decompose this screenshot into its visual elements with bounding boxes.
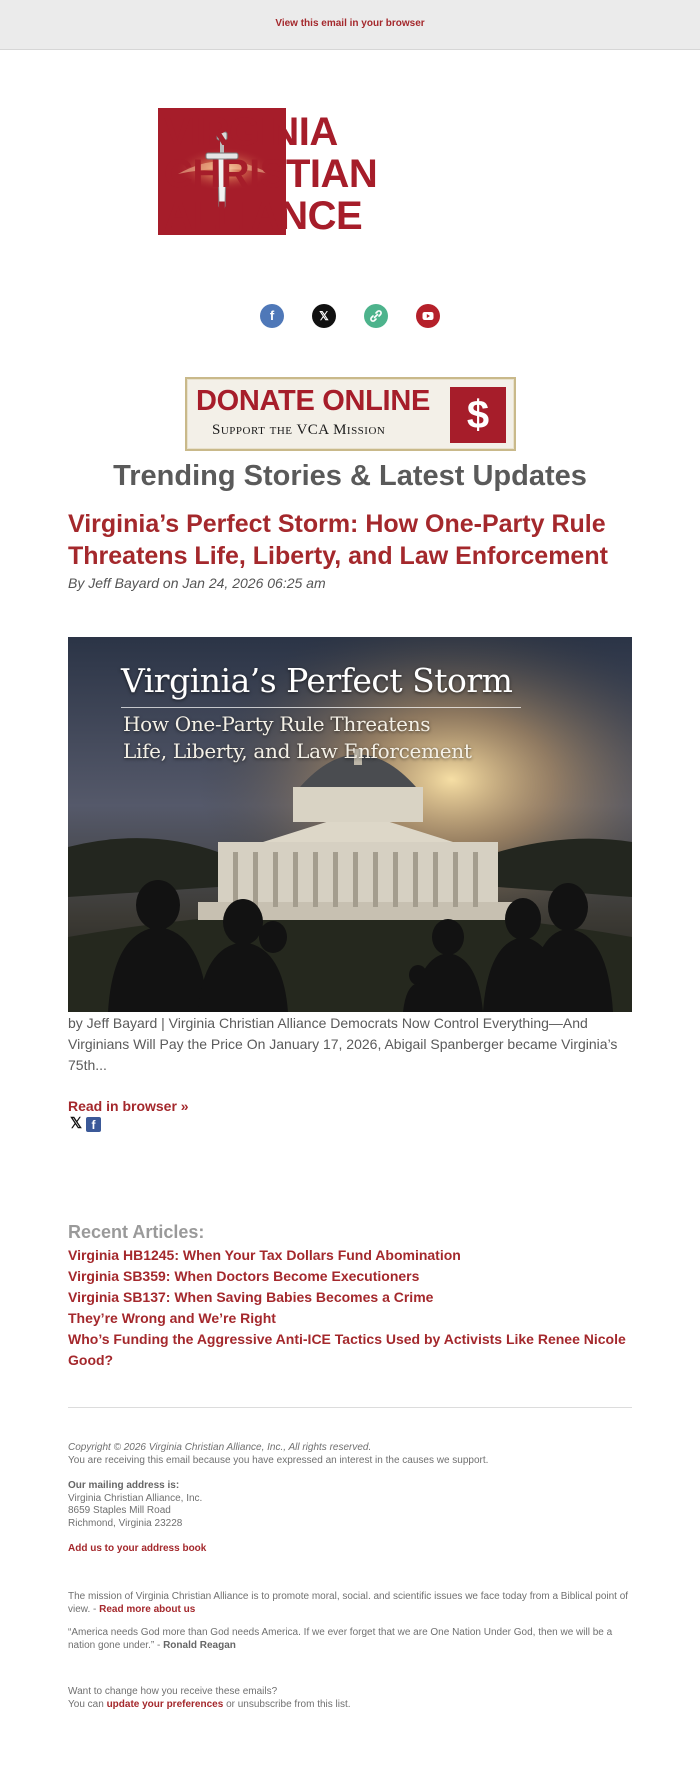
change-emails-question: Want to change how you receive these emails?: [68, 1686, 278, 1697]
section-heading: Trending Stories & Latest Updates: [113, 460, 587, 492]
logo-wordmark: [164, 112, 377, 238]
hero-title: Virginia’s Perfect Storm: [121, 661, 513, 700]
donate-title: DONATE ONLINE: [196, 385, 431, 417]
add-to-address-book-link[interactable]: Add us to your address book: [68, 1543, 207, 1554]
quote-block: [68, 1627, 636, 1652]
mailing-address-label: Our mailing address is:: [68, 1480, 180, 1491]
hero-subtitle-line-2: Life, Liberty, and Law Enforcement: [123, 739, 472, 763]
footer-divider: [68, 1407, 632, 1408]
mission-text: The mission of Virginia Christian Alliance is to promote moral, social. and scientific issues we face today from a Biblical point of view. -: [68, 1591, 629, 1615]
recent-articles-list: [68, 1245, 648, 1371]
donate-subtitle: Support the VCA Mission: [212, 422, 386, 438]
address-line-2: 8659 Staples Mill Road: [68, 1505, 171, 1516]
preferences-block: [68, 1686, 636, 1711]
logo-line-3: ALLIANCE: [164, 194, 363, 238]
article-title[interactable]: Virginia’s Perfect Storm: How One-Party Rule Threatens Life, Liberty, and Law Enforcement: [68, 510, 608, 570]
quote-author: Ronald Reagan: [163, 1639, 236, 1651]
social-links: [0, 304, 700, 328]
footer-copyright-block: [68, 1442, 636, 1467]
copyright-text: Copyright © 2026 Virginia Christian Alliance, Inc., All rights reserved.: [68, 1442, 372, 1453]
dollar-icon: $: [450, 387, 506, 443]
address-book-block: [68, 1543, 636, 1556]
recent-article-link[interactable]: Virginia SB137: When Saving Babies Becomes a Crime: [68, 1289, 434, 1305]
x-icon[interactable]: 𝕏: [312, 304, 336, 328]
recent-article-link[interactable]: They’re Wrong and We’re Right: [68, 1310, 276, 1326]
share-x-icon[interactable]: 𝕏: [69, 1115, 83, 1132]
read-more-about-us-link[interactable]: Read more about us: [99, 1603, 196, 1615]
recent-articles-heading: Recent Articles:: [68, 1222, 205, 1242]
hero-rule: [121, 707, 521, 708]
recent-article-link[interactable]: Virginia HB1245: When Your Tax Dollars Fund Abomination: [68, 1247, 461, 1263]
article-excerpt: by Jeff Bayard | Virginia Christian Alliance Democrats Now Control Everything—And Virginians Will Pay the Price On January 17, 2026, Abigail Spanberger became Virginia’s 75th...: [68, 1015, 618, 1073]
logo-line-2: CHRISTIAN: [164, 152, 378, 196]
read-in-browser-link[interactable]: Read in browser »: [68, 1098, 189, 1114]
link-icon[interactable]: [364, 304, 388, 328]
update-preferences-link[interactable]: update your preferences: [106, 1698, 224, 1710]
recent-article-link[interactable]: Who’s Funding the Aggressive Anti-ICE Tactics Used by Activists Like Renee Nicole Good?: [68, 1331, 626, 1368]
view-in-browser-bar: [0, 0, 700, 50]
mailing-address-block: [68, 1480, 636, 1530]
receiving-reason-text: You are receiving this email because you have expressed an interest in the causes we support.: [68, 1454, 489, 1466]
mission-block: [68, 1591, 636, 1616]
view-in-browser-link[interactable]: View this email in your browser: [275, 18, 425, 29]
quote-text: “America needs God more than God needs America. If we ever forget that we are One Nation Under God, then we will be a nation gone under.” -: [68, 1627, 613, 1651]
logo-line-1: VIRGINIA: [164, 110, 338, 154]
hero-subtitle-line-1: How One-Party Rule Threatens: [123, 712, 431, 736]
address-line-3: Richmond, Virginia 23228: [68, 1517, 183, 1529]
recent-article-link[interactable]: Virginia SB359: When Doctors Become Executioners: [68, 1268, 420, 1284]
youtube-icon[interactable]: [416, 304, 440, 328]
facebook-icon[interactable]: f: [260, 304, 284, 328]
unsubscribe-text: or unsubscribe from this list.: [226, 1698, 351, 1710]
article-hero-image[interactable]: [68, 637, 632, 1012]
address-line-1: Virginia Christian Alliance, Inc.: [68, 1492, 203, 1504]
article-byline: By Jeff Bayard on Jan 24, 2026 06:25 am: [68, 575, 326, 591]
donate-online-banner[interactable]: [185, 377, 516, 451]
you-can-text: You can: [68, 1698, 104, 1710]
share-facebook-icon[interactable]: f: [86, 1117, 101, 1132]
hero-subtitle: [123, 711, 472, 765]
